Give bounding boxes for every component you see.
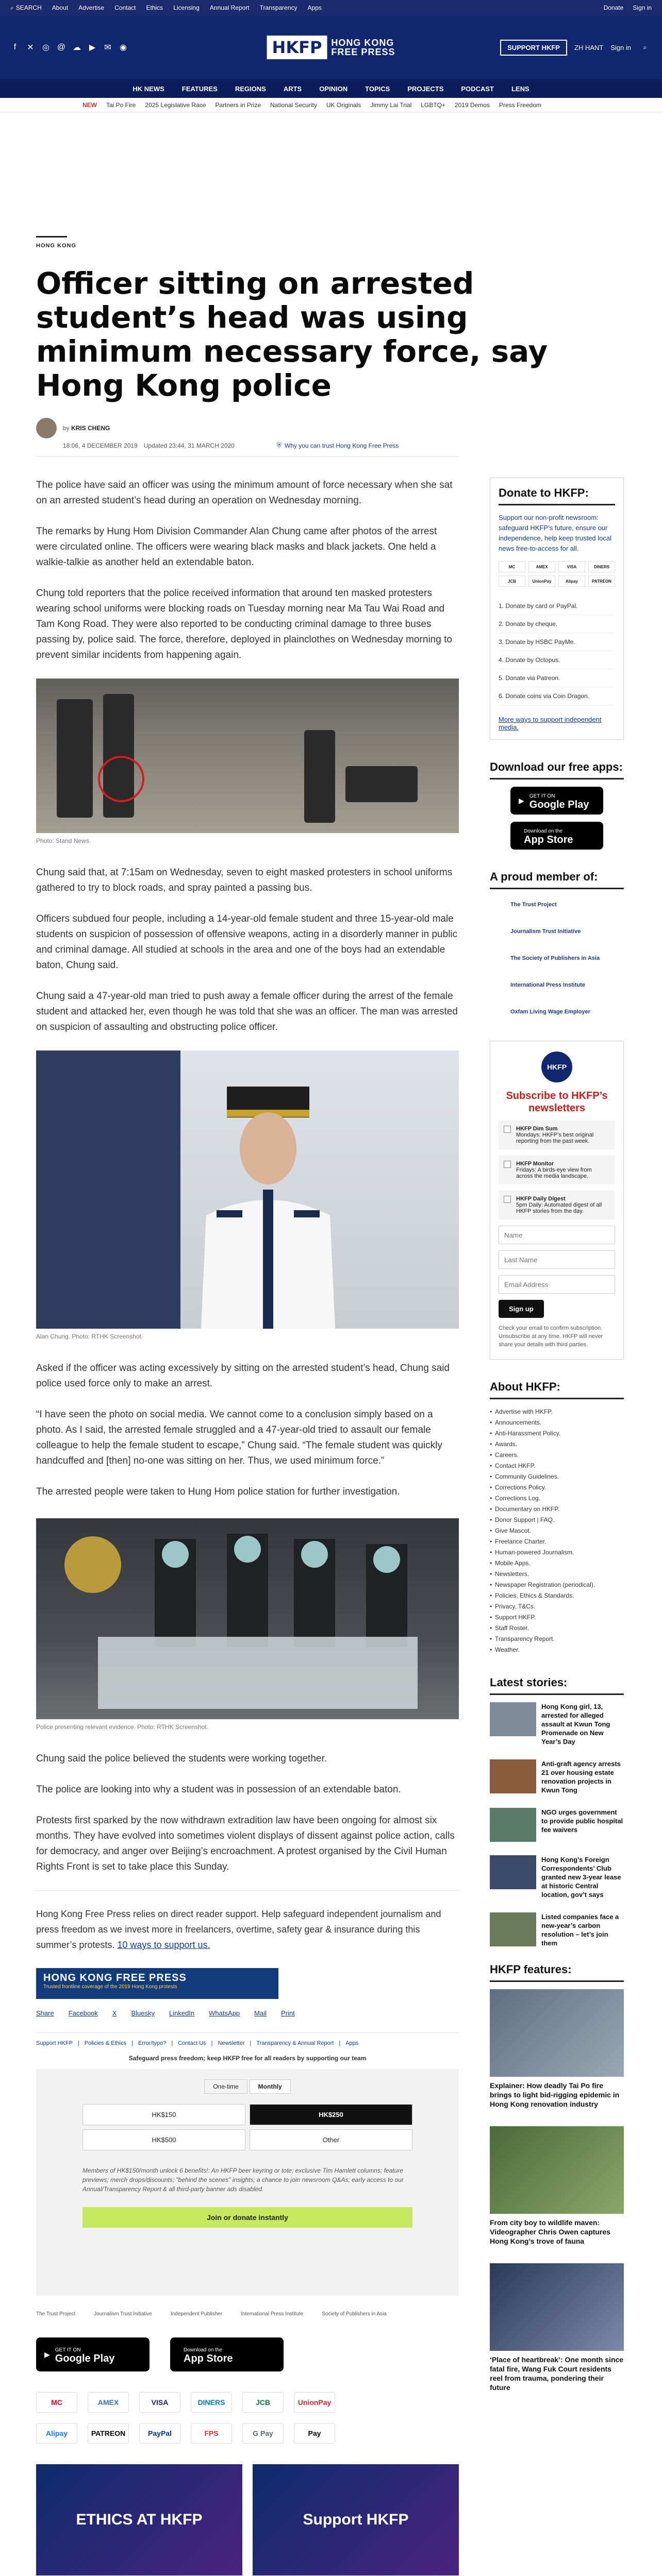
about-link[interactable]: • Awards. bbox=[490, 1439, 624, 1450]
nav-topics[interactable]: TOPICS bbox=[365, 84, 390, 93]
photo-caption: Police presenting relevant evidence. Photo: RTHK Screenshot. bbox=[36, 1723, 208, 1731]
bluesky-icon[interactable]: ☁ bbox=[73, 43, 81, 52]
top-link-contact[interactable]: Contact bbox=[114, 4, 136, 11]
trending-item[interactable]: 2019 Demos bbox=[454, 101, 490, 109]
footer-link[interactable]: Policies & Ethics bbox=[84, 2040, 127, 2046]
trust-logo[interactable]: Society of Publishers in Asia bbox=[322, 2311, 387, 2317]
footer-link[interactable]: Support HKFP bbox=[36, 2040, 73, 2046]
google-play-button[interactable]: ▶ GET IT ON Google Play bbox=[36, 2337, 150, 2371]
instagram-icon[interactable]: ◎ bbox=[42, 43, 49, 52]
article-body bbox=[36, 478, 459, 2576]
paragraph: The remarks by Hung Hom Division Commander Alan Chung came after photos of the arrest were circulated online. The officers were wearing black masks and black jackets. One held a walkie-talkie as another held an extendable baton. bbox=[36, 526, 437, 568]
about-link[interactable]: • Freelance Charter. bbox=[490, 1536, 624, 1547]
site-logo[interactable]: HKFP HONG KONG FREE PRESS bbox=[267, 36, 395, 59]
header-signin-link[interactable]: Sign in bbox=[610, 43, 631, 52]
article-category[interactable]: HONG KONG bbox=[36, 243, 77, 249]
nav-hk-news[interactable]: HK NEWS bbox=[133, 84, 164, 93]
visa-icon: VISA bbox=[139, 2392, 180, 2413]
nav-opinion[interactable]: OPINION bbox=[319, 84, 348, 93]
about-link[interactable]: • Transparency Report. bbox=[490, 1634, 624, 1645]
newsletter-option[interactable]: HKFP Daily Digest 5pm Daily: Automated digest of all HKFP stories from the day. bbox=[499, 1191, 615, 1219]
feature-thumbnail[interactable] bbox=[490, 2263, 624, 2351]
google-pay-icon: G Pay bbox=[242, 2423, 284, 2444]
dates-row bbox=[63, 442, 626, 449]
latest-story[interactable]: Listed companies face a new-year’s carbon resolution – let’s join them bbox=[490, 1912, 624, 1947]
about-link[interactable]: • Human-powered Journalism. bbox=[490, 1547, 624, 1558]
google-play-icon: ▶ bbox=[44, 2350, 50, 2359]
app-store-button[interactable]: Download on the App Store bbox=[170, 2337, 284, 2371]
paragraph: Chung said the police believed the students were working together. bbox=[36, 1753, 327, 1764]
newsletter-logo: HKFP bbox=[541, 1052, 572, 1082]
top-search[interactable]: ⌕ SEARCH bbox=[10, 4, 42, 11]
nav-podcast[interactable]: PODCAST bbox=[461, 84, 494, 93]
footer-link[interactable]: Error/typo? bbox=[138, 2040, 167, 2046]
paypal-icon: PayPal bbox=[139, 2423, 180, 2444]
byline-divider bbox=[36, 456, 459, 457]
paragraph: The police are looking into why a student was in possession of an extendable baton. bbox=[36, 1784, 401, 1795]
nav-lens[interactable]: LENS bbox=[511, 84, 529, 93]
feature-thumbnail[interactable] bbox=[490, 2126, 624, 2214]
about-list bbox=[490, 1406, 624, 1655]
apple-pay-icon: Pay bbox=[294, 2423, 335, 2444]
facebook-icon[interactable]: f bbox=[13, 43, 16, 52]
about-link[interactable]: • Contact HKFP. bbox=[490, 1461, 624, 1471]
story-thumbnail[interactable] bbox=[490, 1855, 536, 1889]
support-notice: Hong Kong Free Press relies on direct reader support. Help safeguard independent journalism and press freedom as we invest more in freelancers, overtime, safety gear & insurance during this summer’s protests. 10 ways to support us. bbox=[36, 1890, 459, 1953]
latest-stories bbox=[490, 1702, 624, 1947]
top-link-about[interactable]: About bbox=[52, 4, 69, 11]
amount-150[interactable]: HK$150 bbox=[82, 2104, 245, 2125]
sidebar-google-play-button[interactable]: ▶ GET IT ON Google Play bbox=[510, 787, 603, 815]
payment-logos bbox=[36, 2392, 459, 2444]
site-header bbox=[0, 15, 662, 79]
feature-thumbnail[interactable] bbox=[490, 1989, 624, 2077]
member-logo[interactable]: The Society of Publishers in Asia bbox=[510, 955, 600, 961]
member-logo[interactable]: The Trust Project bbox=[510, 902, 557, 908]
nav-arts[interactable]: ARTS bbox=[283, 84, 302, 93]
trending-label: NEW bbox=[82, 101, 97, 109]
member-logo[interactable]: Journalism Trust Initiative bbox=[510, 928, 581, 935]
share-mail[interactable]: Mail bbox=[254, 2009, 267, 2017]
newsletter-option[interactable]: HKFP Dim Sum Mondays: HKFP’s best original reporting from the past week. bbox=[499, 1121, 615, 1149]
top-link-advertise[interactable]: Advertise bbox=[78, 4, 105, 11]
trust-logo[interactable]: International Press Institute bbox=[241, 2311, 304, 2317]
latest-story[interactable]: Hong Kong’s Foreign Correspondents’ Club granted new 3-year lease at historic Central location, gov’t says bbox=[490, 1855, 624, 1899]
donate-description: Members of HK$150/month unlock 6 benefits!: An HKFP beer keyring or tote; exclusive Tim Hamlett columns; feature previews; merch drops/discounts; "behind the scenes" insights; a chance to join newsroom Q&As; early access to our Annual/Transparency Report & all third-party banner ads disabled. bbox=[82, 2167, 404, 2193]
trending-item[interactable]: LGBTQ+ bbox=[421, 101, 445, 109]
name-field[interactable] bbox=[499, 1226, 615, 1244]
trending-item[interactable]: Jimmy Lai Trial bbox=[370, 101, 412, 109]
about-link[interactable]: • Newspaper Registration (periodical). bbox=[490, 1580, 624, 1590]
main-nav bbox=[0, 79, 662, 98]
trending-item[interactable]: Tai Po Fire bbox=[106, 101, 136, 109]
donate-intro[interactable]: Support our non-profit newsroom: safeguard HKFP’s future, ensure our independence, help keep trusted local news free-to-access for all. bbox=[499, 514, 611, 552]
top-link-transparency[interactable]: Transparency bbox=[259, 4, 297, 11]
about-link[interactable]: • Careers. bbox=[490, 1450, 624, 1461]
patreon-icon: PATREON bbox=[88, 2423, 129, 2444]
newsletter-title: Subscribe to HKFP’s newsletters bbox=[506, 1090, 608, 1114]
paragraph: Chung said a 47-year-old man tried to push away a female officer during the arrest of the female student and attacked her, even though he was told that she was an officer. The man was arrested on suspicion of assaulting and obstructing police officer. bbox=[36, 991, 458, 1032]
amount-500[interactable]: HK$500 bbox=[82, 2129, 245, 2150]
header-search-icon[interactable]: ⌕ bbox=[643, 43, 647, 51]
about-link[interactable]: • Policies, Ethics & Standards. bbox=[490, 1590, 624, 1601]
trending-item[interactable]: Press Freedom bbox=[499, 101, 541, 109]
updated-date: Updated 23:44, 31 MARCH 2020 bbox=[143, 442, 235, 449]
donate-option[interactable]: 3. Donate by HSBC PayMe. bbox=[499, 633, 615, 651]
footer-link[interactable]: Contact Us bbox=[178, 2040, 206, 2046]
newsletter-widget bbox=[490, 1041, 624, 1360]
donate-option[interactable]: 6. Donate coins via Coin Dragon. bbox=[499, 687, 615, 705]
latest-story[interactable]: Anti-graft agency arrests 21 over housing estate renovation projects in Kwun Tong bbox=[490, 1759, 624, 1794]
share-whatsapp[interactable]: WhatsApp bbox=[209, 2009, 240, 2017]
youtube-icon[interactable]: ▶ bbox=[89, 43, 96, 52]
byline: by KRIS CHENG bbox=[36, 418, 626, 438]
feature-item[interactable]: From city boy to wildlife maven: Videographer Chris Owen captures Hong Kong’s trove of fauna bbox=[490, 2126, 624, 2246]
latest-story[interactable]: Hong Kong girl, 13, arrested for alleged assault at Kwun Tong Promenade on New Year’s Day bbox=[490, 1702, 624, 1746]
sidebar bbox=[490, 478, 624, 2576]
fps-icon: FPS bbox=[191, 2423, 232, 2444]
publish-date: 18:06, 4 DECEMBER 2019 bbox=[63, 442, 138, 449]
member-logo[interactable]: Oxfam Living Wage Employer bbox=[510, 1009, 590, 1015]
about-link[interactable]: • Donor Support | FAQ. bbox=[490, 1515, 624, 1526]
about-link[interactable]: • Give Mascot. bbox=[490, 1526, 624, 1536]
paragraph: The arrested people were taken to Hung Hom police station for further investigation. bbox=[36, 1486, 400, 1497]
article-footer-links: Support HKFP | Policies & Ethics | Error/typo? | Contact Us | Newsletter | Transparency & Annual Report | Apps bbox=[36, 2032, 459, 2046]
trust-logos bbox=[36, 2311, 459, 2317]
category-rule bbox=[36, 236, 67, 238]
evidence-photo[interactable] bbox=[36, 1518, 459, 1719]
story-thumbnail[interactable] bbox=[490, 1759, 536, 1793]
about-link[interactable]: • Corrections Policy. bbox=[490, 1482, 624, 1493]
amount-250[interactable]: HK$250 bbox=[250, 2104, 412, 2125]
paragraph: Chung told reporters that the police received information that around ten masked protesters wearing school uniforms were blocking roads on Tuesday morning near Ma Tau Wai Road and Tam Kong Road. They were also reported to be conducting criminal damage to three buses passing by, police said. The force, therefore, deployed in plainclothes on Wednesday morning to prevent similar incidents from happening again. bbox=[36, 588, 452, 660]
share-print[interactable]: Print bbox=[280, 2009, 295, 2017]
newsletter-option[interactable]: HKFP Monitor Fridays: A birds-eye view from across the media landscape. bbox=[499, 1156, 615, 1184]
trending-item[interactable]: Partners in Prize bbox=[215, 101, 261, 109]
about-link[interactable]: • Corrections Log. bbox=[490, 1493, 624, 1504]
story-thumbnail[interactable] bbox=[490, 1702, 536, 1736]
diners-icon: DINERS bbox=[191, 2392, 232, 2413]
join-donate-button[interactable]: Join or donate instantly bbox=[82, 2207, 412, 2228]
amex-icon: AMEX bbox=[88, 2392, 129, 2413]
about-link[interactable]: • Weather. bbox=[490, 1645, 624, 1655]
newsletter-checkbox[interactable] bbox=[504, 1161, 511, 1168]
donate-option[interactable]: 2. Donate by cheque. bbox=[499, 615, 615, 633]
about-link[interactable]: • Advertise with HKFP. bbox=[490, 1406, 624, 1417]
alan-chung-photo[interactable] bbox=[36, 1050, 459, 1329]
about-link[interactable]: • Staff Roster. bbox=[490, 1623, 624, 1634]
nav-regions[interactable]: REGIONS bbox=[235, 84, 266, 93]
ethics-promo[interactable]: ETHICS AT HKFP bbox=[36, 2464, 242, 2575]
member-logo[interactable]: International Press Institute bbox=[510, 982, 585, 988]
top-link-licensing[interactable]: Licensing bbox=[173, 4, 200, 11]
about-link[interactable]: • Announcements. bbox=[490, 1417, 624, 1428]
about-link[interactable]: • Privacy, T&Cs. bbox=[490, 1601, 624, 1612]
about-link[interactable]: • Community Guidelines. bbox=[490, 1471, 624, 1482]
trust-logo[interactable]: Independent Publisher bbox=[170, 2311, 223, 2317]
signup-button[interactable]: Sign up bbox=[499, 1300, 544, 1318]
newsletter-note: Check your email to confirm subscription. Unsubscribe at any time. HKFP will never share your details with third parties. bbox=[499, 1325, 603, 1348]
sidebar-app-store-button[interactable]: Download on the App Store bbox=[510, 822, 603, 850]
about-link[interactable]: • Documentary on HKFP. bbox=[490, 1504, 624, 1515]
language-toggle[interactable]: ZH HANT bbox=[574, 43, 604, 52]
social-links bbox=[10, 43, 128, 52]
google-play-icon: ▶ bbox=[519, 796, 524, 805]
trending-item[interactable]: 2025 Legislative Race bbox=[145, 101, 206, 109]
arrest-photo[interactable] bbox=[36, 679, 459, 833]
feature-item[interactable]: Explainer: How deadly Tai Po fire brings to light bid-rigging epidemic in Hong Kong renovation industry bbox=[490, 1989, 624, 2109]
newsletter-checkbox[interactable] bbox=[504, 1196, 511, 1203]
latest-title: Latest stories: bbox=[490, 1676, 624, 1695]
top-link-annual-report[interactable]: Annual Report bbox=[209, 4, 250, 11]
nav-projects[interactable]: PROJECTS bbox=[407, 84, 444, 93]
trust-link[interactable]: ⛨ Why you can trust Hong Kong Free Press bbox=[276, 442, 399, 449]
paragraph: Officers subdued four people, including a 14-year-old female student and three 15-year-old male students on suspicion of possession of offensive weapons, acting in a disorderly manner in public and criminal damage. All studied at schools in the area and one of the boys had an extendable baton, Chung said. bbox=[36, 913, 458, 971]
tab-one-time[interactable]: One-time bbox=[204, 2079, 247, 2094]
more-ways-link[interactable]: More ways to support independent media. bbox=[499, 716, 602, 731]
paragraph: “I have seen the photo on social media. We cannot come to a conclusion simply based on a photo. As I said, the arrested female struggled and a 47-year-old tried to assault our female colleague to help the female student to escape,” Chung said. “The female student was quickly handcuffed and [then] no-one was sitting on her. Thus, we used minimum force.” bbox=[36, 1409, 442, 1466]
about-link[interactable]: • Mobile Apps. bbox=[490, 1558, 624, 1569]
footer-link[interactable]: Transparency & Annual Report bbox=[256, 2040, 334, 2046]
top-signin-link[interactable]: Sign in bbox=[633, 4, 652, 11]
email-icon[interactable]: ✉ bbox=[104, 43, 111, 52]
donate-option[interactable]: 1. Donate by card or PayPal. bbox=[499, 597, 615, 615]
trending-item[interactable]: National Security bbox=[270, 101, 317, 109]
about-link[interactable]: • Anti-Harassment Policy. bbox=[490, 1428, 624, 1439]
trending-bar bbox=[0, 98, 662, 112]
tab-monthly[interactable]: Monthly bbox=[250, 2079, 291, 2094]
member-logos bbox=[490, 896, 624, 1020]
support-link[interactable]: 10 ways to support us. bbox=[117, 1940, 210, 1950]
article-title: Officer sitting on arrested student’s head was using minimum necessary force, say Hong Kong police bbox=[36, 266, 548, 403]
mastercard-icon: MC bbox=[36, 2392, 77, 2413]
trending-item[interactable]: UK Originals bbox=[326, 101, 361, 109]
paragraph: Chung said that, at 7:15am on Wednesday, seven to eight masked protesters in school uniforms gathered to try to block roads, and spray painted a passing bus. bbox=[36, 867, 453, 893]
newsletter-checkbox[interactable] bbox=[504, 1126, 511, 1133]
mini-payment-logos: MC AMEX VISA DINERS JCB UnionPay Alipay PATREON bbox=[499, 561, 615, 587]
paragraph: Protests first sparked by the now withdrawn extradition law have been ongoing for almost six months. They have evolved into sometimes violent displays of dissent against police action, calls for democracy, and anger over Beijing’s encroachment. A protest organised by the Civil Human Rights Front is set to take place this Sunday. bbox=[36, 1815, 455, 1872]
about-link[interactable]: • Support HKFP. bbox=[490, 1612, 624, 1623]
share-label: Share bbox=[36, 2009, 54, 2017]
paragraph: The police have said an officer was using the minimum amount of force necessary when she sat on an arrested student’s head during an operation on Wednesday morning. bbox=[36, 480, 453, 506]
top-link-ethics[interactable]: Ethics bbox=[146, 4, 163, 11]
share-bluesky[interactable]: Bluesky bbox=[131, 2009, 155, 2017]
share-linkedin[interactable]: LinkedIn bbox=[169, 2009, 195, 2017]
support-hkfp-button[interactable]: SUPPORT HKFP bbox=[500, 40, 567, 56]
footer-link[interactable]: Newsletter bbox=[218, 2040, 245, 2046]
safeguard-text: Safeguard press freedom; keep HKFP free for all readers by supporting our team bbox=[128, 2055, 367, 2062]
trust-logo[interactable]: The Trust Project bbox=[36, 2311, 76, 2317]
photo-caption: Alan Chung. Photo: RTHK Screenshot. bbox=[36, 1333, 143, 1340]
top-link-apps[interactable]: Apps bbox=[307, 4, 322, 11]
donate-option[interactable]: 5. Donate via Patreon. bbox=[499, 669, 615, 687]
features-title: HKFP features: bbox=[490, 1963, 624, 1982]
email-field[interactable] bbox=[499, 1275, 615, 1294]
photo-caption: Photo: Stand News. bbox=[36, 837, 91, 844]
rss-icon[interactable]: ◉ bbox=[120, 43, 127, 52]
top-donate-link[interactable]: Donate bbox=[603, 4, 624, 11]
share-x[interactable]: X bbox=[112, 2009, 117, 2017]
story-thumbnail[interactable] bbox=[490, 1808, 536, 1842]
author-avatar[interactable] bbox=[36, 418, 57, 438]
nav-features[interactable]: FEATURES bbox=[181, 84, 218, 93]
about-link[interactable]: • Newsletters. bbox=[490, 1569, 624, 1580]
author-link[interactable]: KRIS CHENG bbox=[71, 425, 110, 432]
last-name-field[interactable] bbox=[499, 1250, 615, 1269]
sidebar-donate-widget bbox=[490, 478, 624, 740]
top-bar bbox=[0, 0, 662, 15]
latest-story[interactable]: NGO urges government to provide public hospital fee waivers bbox=[490, 1808, 624, 1842]
donate-option[interactable]: 4. Donate by Octopus. bbox=[499, 651, 615, 669]
share-facebook[interactable]: Facebook bbox=[68, 2009, 98, 2017]
feature-item[interactable]: ‘Place of heartbreak’: One month since fatal fire, Wang Fuk Court residents reel from trauma, pondering their future bbox=[490, 2263, 624, 2392]
trust-logo[interactable]: Journalism Trust Initiative bbox=[94, 2311, 152, 2317]
sidebar-donate-title: Donate to HKFP: bbox=[499, 486, 615, 505]
amount-other[interactable]: Other bbox=[250, 2129, 412, 2150]
x-icon[interactable]: ✕ bbox=[27, 43, 34, 52]
threads-icon[interactable]: @ bbox=[57, 43, 66, 52]
apps-title: Download our free apps: bbox=[490, 760, 624, 779]
hkfp-banner[interactable]: HONG KONG FREE PRESS Trusted frontline coverage of the 2019 Hong Kong protests bbox=[36, 1968, 278, 1999]
share-row bbox=[36, 2009, 459, 2017]
support-promo[interactable]: Support HKFP bbox=[253, 2464, 459, 2575]
story-thumbnail[interactable] bbox=[490, 1912, 536, 1946]
jcb-icon: JCB bbox=[242, 2392, 284, 2413]
search-icon: ⌕ bbox=[10, 4, 14, 11]
footer-link[interactable]: Apps bbox=[345, 2040, 359, 2046]
unionpay-icon: UnionPay bbox=[294, 2392, 335, 2413]
paragraph: Asked if the officer was acting excessively by sitting on the arrested student’s head, Chung said police used force only to make an arrest. bbox=[36, 1363, 450, 1389]
shield-icon: ⛨ bbox=[276, 442, 282, 449]
donate-widget bbox=[36, 2069, 459, 2296]
member-title: A proud member of: bbox=[490, 870, 624, 889]
about-title: About HKFP: bbox=[490, 1380, 624, 1399]
alipay-icon: Alipay bbox=[36, 2423, 77, 2444]
